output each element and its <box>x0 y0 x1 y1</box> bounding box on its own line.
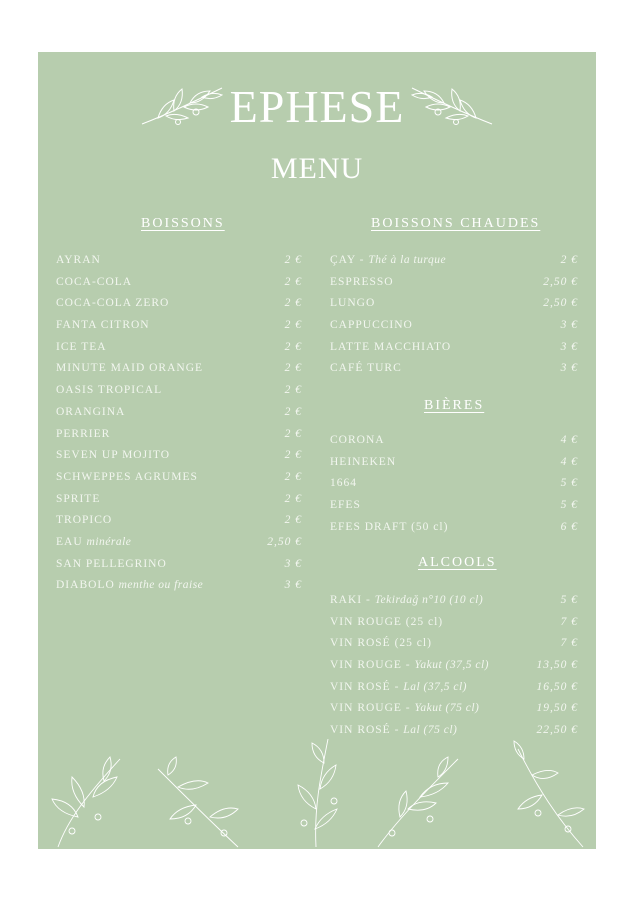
item-name-text: LATTE MACCHIATO <box>330 340 452 353</box>
menu-item-name <box>330 637 432 649</box>
item-name-text: VIN ROUGE - <box>330 702 411 715</box>
item-name-text: EFES <box>330 499 361 512</box>
menu-item-name <box>56 493 100 505</box>
item-name-text: HEINEKEN <box>330 455 397 468</box>
menu-item-price: 4 € <box>560 434 578 446</box>
menu-item-name <box>330 362 402 374</box>
menu-item-name <box>56 558 167 570</box>
menu-item-name <box>330 616 443 628</box>
item-name-text: VIN ROSÉ - <box>330 724 400 737</box>
menu-item <box>56 406 302 428</box>
menu-item-price: 2 € <box>284 275 302 288</box>
item-note: menthe ou fraise <box>118 579 204 592</box>
menu-item-price: 6 € <box>560 520 578 533</box>
item-name-text: EFES DRAFT (50 cl) <box>330 520 449 533</box>
menu-item <box>56 254 302 276</box>
menu-item-price: 3 € <box>284 579 302 592</box>
menu-item-name <box>330 477 357 489</box>
menu-item-name <box>330 702 479 714</box>
menu-item-name <box>56 384 162 396</box>
menu-item-name <box>56 341 107 353</box>
menu-item-price: 2 € <box>560 254 578 266</box>
item-note: minérale <box>86 535 132 548</box>
menu-item-price: 3 € <box>284 557 302 570</box>
menu-item <box>330 319 578 341</box>
menu-item <box>56 341 302 363</box>
item-name-text: VIN ROSÉ - <box>330 680 400 693</box>
menu-item-name <box>330 254 446 266</box>
menu-item <box>330 456 578 478</box>
menu-item <box>56 449 302 471</box>
menu-item-price: 22,50 € <box>536 724 578 737</box>
menu-page <box>38 52 596 849</box>
menu-item <box>56 493 302 515</box>
menu-item-price: 3 € <box>560 340 578 353</box>
item-name-text: ORANGINA <box>56 405 126 418</box>
menu-item <box>330 702 578 724</box>
item-name-text: VIN ROUGE (25 cl) <box>330 615 444 628</box>
menu-item <box>56 471 302 493</box>
menu-item-name <box>56 514 112 526</box>
menu-item <box>56 514 302 536</box>
menu-item <box>56 319 302 341</box>
menu-item-price: 2 € <box>284 297 302 310</box>
menu-item-name <box>330 276 394 288</box>
menu-item-name <box>56 406 125 418</box>
menu-item <box>330 297 578 319</box>
item-name-text: ÇAY - <box>330 254 365 266</box>
item-name-text: SEVEN UP MOJITO <box>56 449 171 462</box>
menu-item-price: 13,50 € <box>536 659 578 672</box>
menu-item <box>330 637 578 659</box>
item-name-text: SCHWEPPES AGRUMES <box>56 470 198 483</box>
menu-item-price: 2,50 € <box>267 535 302 548</box>
menu-item-name <box>56 362 203 374</box>
menu-item <box>330 477 578 499</box>
alcools-list <box>330 594 578 746</box>
item-name-text: SAN PELLEGRINO <box>56 557 167 570</box>
menu-item-name <box>330 594 483 606</box>
item-note: Lal (75 cl) <box>403 724 458 737</box>
menu-item-name <box>330 297 375 309</box>
menu-item <box>56 276 302 298</box>
menu-item <box>330 681 578 703</box>
item-name-text: LUNGO <box>330 297 376 310</box>
menu-item <box>56 428 302 450</box>
menu-item-name <box>56 449 170 461</box>
item-name-text: CAFÉ TURC <box>330 362 402 375</box>
item-name-text: FANTA CITRON <box>56 319 150 332</box>
menu-item-price: 4 € <box>560 455 578 468</box>
menu-item-name <box>56 428 110 440</box>
item-name-text: RAKI - <box>330 594 371 606</box>
boissons-chaudes-list <box>330 254 578 384</box>
menu-item <box>330 362 578 384</box>
menu-item-name <box>56 276 132 288</box>
menu-item-price: 2 € <box>284 405 302 418</box>
menu-item-price: 5 € <box>560 477 578 490</box>
menu-item <box>56 558 302 580</box>
menu-item-price: 2 € <box>284 254 302 266</box>
menu-item <box>56 384 302 406</box>
menu-item-price: 2 € <box>284 427 302 440</box>
menu-item-name <box>56 579 203 591</box>
menu-item-name <box>330 434 385 446</box>
olive-branches-icon <box>38 739 596 849</box>
menu-item-price: 3 € <box>560 362 578 375</box>
menu-item-price: 2 € <box>284 319 302 332</box>
menu-item-price: 2 € <box>284 449 302 462</box>
menu-heading: MENU <box>270 152 364 185</box>
item-name-text: ICE TEA <box>56 340 107 353</box>
menu-item <box>56 362 302 384</box>
menu-item-name <box>330 456 396 468</box>
item-name-text: MINUTE MAID ORANGE <box>56 362 204 375</box>
menu-item <box>330 594 578 616</box>
menu-item-name <box>330 319 413 331</box>
section-title-boissons-chaudes: BOISSONS CHAUDES <box>371 216 541 231</box>
menu-item-price: 2 € <box>284 492 302 505</box>
item-name-text: 1664 <box>330 477 357 490</box>
menu-item-price: 19,50 € <box>536 702 578 715</box>
menu-item <box>56 579 302 601</box>
menu-item-name <box>56 254 101 266</box>
item-name-text: COCA-COLA <box>56 275 133 288</box>
menu-item-price: 2 € <box>284 514 302 527</box>
item-name-text: CORONA <box>330 434 385 446</box>
menu-item-price: 2 € <box>284 470 302 483</box>
menu-item-price: 2 € <box>284 384 302 397</box>
menu-item <box>56 297 302 319</box>
menu-item-name <box>330 521 448 533</box>
bieres-list <box>330 434 578 542</box>
menu-item <box>330 434 578 456</box>
menu-item-name <box>330 681 467 693</box>
menu-item <box>330 659 578 681</box>
menu-item-price: 2 € <box>284 362 302 375</box>
menu-item <box>330 254 578 276</box>
menu-item-price: 16,50 € <box>536 680 578 693</box>
item-name-text: AYRAN <box>56 254 101 266</box>
menu-item-name <box>56 297 169 309</box>
item-note: Yakut (75 cl) <box>414 702 480 715</box>
item-name-text: DIABOLO <box>56 579 115 592</box>
item-name-text: VIN ROSÉ (25 cl) <box>330 637 432 650</box>
item-name-text: OASIS TROPICAL <box>56 384 163 397</box>
menu-item-price: 2 € <box>284 340 302 353</box>
menu-item <box>330 616 578 638</box>
item-note: Lal (37,5 cl) <box>403 680 467 693</box>
menu-item <box>330 341 578 363</box>
item-note: Thé à la turque <box>368 254 447 266</box>
menu-item-price: 3 € <box>560 319 578 332</box>
menu-item-price: 7 € <box>560 637 578 650</box>
item-name-text: COCA-COLA ZERO <box>56 297 170 310</box>
item-name-text: VIN ROUGE - <box>330 659 411 672</box>
item-note: Yakut (37,5 cl) <box>414 659 489 672</box>
item-name-text: ESPRESSO <box>330 275 394 288</box>
menu-item-name <box>330 724 457 736</box>
menu-item-name <box>330 659 489 671</box>
menu-item <box>330 276 578 298</box>
menu-item-name <box>56 536 131 548</box>
menu-item-name <box>56 471 198 483</box>
menu-item-price: 2,50 € <box>543 297 578 310</box>
section-title-bieres: BIÈRES <box>424 398 485 413</box>
menu-item <box>56 536 302 558</box>
menu-item-name <box>56 319 150 331</box>
item-name-text: TROPICO <box>56 514 113 527</box>
menu-item-name <box>330 499 361 511</box>
menu-item <box>330 521 578 543</box>
menu-item-price: 5 € <box>560 594 578 606</box>
item-name-text: CAPPUCCINO <box>330 319 413 332</box>
item-name-text: SPRITE <box>56 492 101 505</box>
menu-item-price: 5 € <box>560 499 578 512</box>
menu-item-price: 7 € <box>560 615 578 628</box>
item-name-text: EAU <box>56 535 83 548</box>
menu-item-name <box>330 341 451 353</box>
item-name-text: PERRIER <box>56 427 111 440</box>
section-title-alcools: ALCOOLS <box>418 555 497 570</box>
menu-item <box>330 499 578 521</box>
item-note: Tekirdağ n°10 (10 cl) <box>374 594 484 606</box>
menu-item-price: 2,50 € <box>543 275 578 288</box>
restaurant-title: EPHESE <box>229 81 405 132</box>
section-title-boissons: BOISSONS <box>141 216 225 231</box>
boissons-list <box>56 254 302 601</box>
